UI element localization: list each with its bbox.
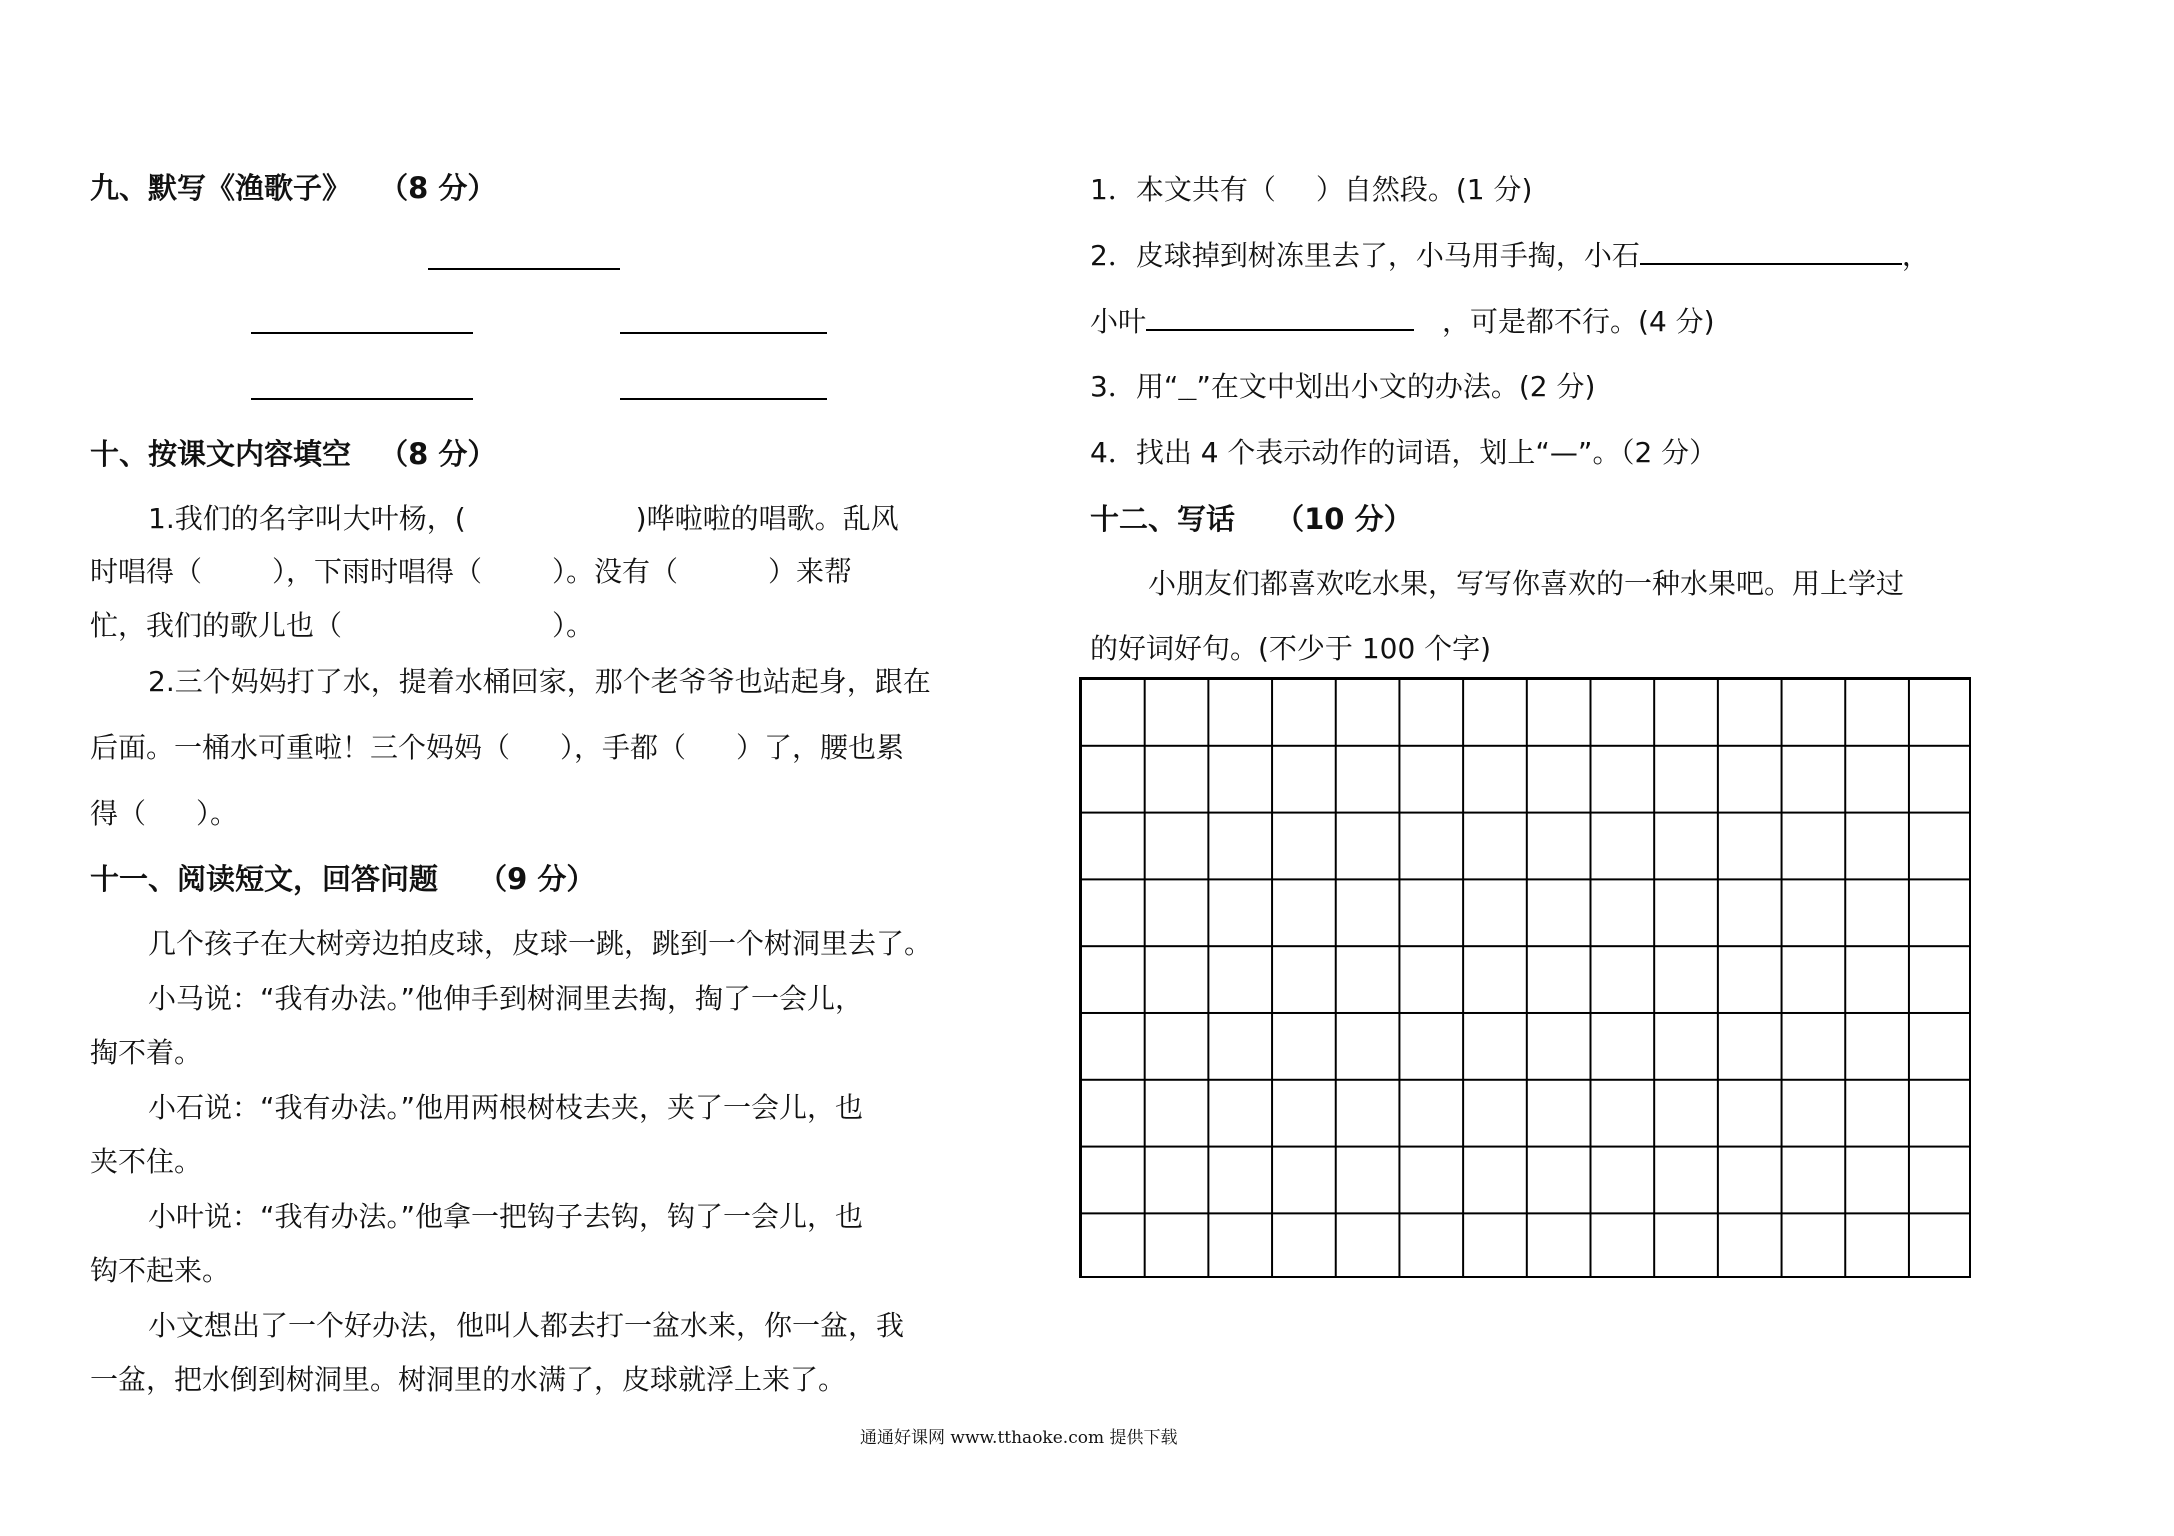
q11-2-blank-xiaoye[interactable] [1146, 305, 1414, 331]
section-10-heading [90, 432, 496, 473]
q10-1-line-1: 1.我们的名字叫大叶杨，( )哗啦啦的唱歌。乱风 [148, 502, 899, 535]
writing-prompt-line-2: 的好词好句。(不少于 100 个字) [1090, 632, 1492, 665]
footer-credit: 通通好课网 www.tthaoke.com 提供下载 [860, 1428, 1178, 1448]
section-12-score: （10 分） [1275, 502, 1413, 536]
poem-line-4-blank[interactable] [620, 398, 827, 400]
writing-grid[interactable] [1079, 677, 1971, 1278]
passage-p2-line-2: 掏不着。 [90, 1036, 203, 1069]
passage-p3-line-1: 小石说：“我有办法。”他用两根树枝去夹，夹了一会儿，也 [148, 1091, 864, 1124]
poem-line-3-blank[interactable] [251, 398, 473, 400]
q11-3: 3．用“__”在文中划出小文的办法。(2 分) [1090, 370, 1596, 403]
passage-p4-line-1: 小叶说：“我有办法。”他拿一把钩子去钩，钩了一会儿，也 [148, 1200, 864, 1233]
section-12-heading [1090, 497, 1413, 538]
q10-1-line-2: 时唱得（ ），下雨时唱得（ ）。没有（ ）来帮 [90, 555, 853, 588]
q11-1: 1．本文共有（ ）自然段。(1 分) [1090, 173, 1533, 206]
passage-p2-line-1: 小马说：“我有办法。”他伸手到树洞里去掏，掏了一会儿， [148, 982, 864, 1015]
q10-2-line-2: 后面。一桶水可重啦！三个妈妈（ ），手都（ ）了，腰也累 [90, 731, 905, 764]
passage-p4-line-2: 钩不起来。 [90, 1254, 231, 1287]
q11-2-line-2: 小叶 ，可是都不行。(4 分) [1090, 305, 1715, 338]
q11-2-line-1: 2．皮球掉到树冻里去了，小马用手掏，小石 ， [1090, 239, 1930, 272]
section-9-score: （8 分） [379, 171, 497, 205]
section-11-heading [90, 857, 595, 898]
q10-2-line-3: 得（ ）。 [90, 797, 239, 830]
section-11-score: （9 分） [478, 862, 596, 896]
passage-p5-line-2: 一盆，把水倒到树洞里。树洞里的水满了，皮球就浮上来了。 [90, 1363, 847, 1396]
poem-line-2-blank[interactable] [620, 332, 827, 334]
q10-1-line-3: 忙，我们的歌儿也（ ）。 [90, 609, 595, 642]
passage-p1: 几个孩子在大树旁边拍皮球，皮球一跳，跳到一个树洞里去了。 [148, 927, 933, 960]
q11-4: 4．找出 4 个表示动作的词语，划上“—”。（2 分） [1090, 436, 1718, 469]
poem-line-1-blank[interactable] [251, 332, 473, 334]
section-10-score: （8 分） [379, 437, 497, 471]
q10-2-line-1: 2.三个妈妈打了水，提着水桶回家，那个老爷爷也站起身，跟在 [148, 665, 931, 698]
section-9-title: 九、默写《渔歌子》 [90, 171, 352, 205]
writing-prompt-line-1: 小朋友们都喜欢吃水果，写写你喜欢的一种水果吧。用上学过 [1148, 567, 1905, 600]
section-10-title: 十、按课文内容填空 [90, 437, 352, 471]
poem-title-blank[interactable] [428, 268, 620, 270]
q11-2-blank-xiaoshi[interactable] [1640, 239, 1902, 265]
section-9-heading [90, 166, 496, 207]
passage-p3-line-2: 夹不住。 [90, 1145, 203, 1178]
section-11-title: 十一、阅读短文，回答问题 [90, 862, 439, 896]
section-12-title: 十二、写话 [1090, 502, 1236, 536]
passage-p5-line-1: 小文想出了一个好办法，他叫人都去打一盆水来，你一盆，我 [148, 1309, 905, 1342]
